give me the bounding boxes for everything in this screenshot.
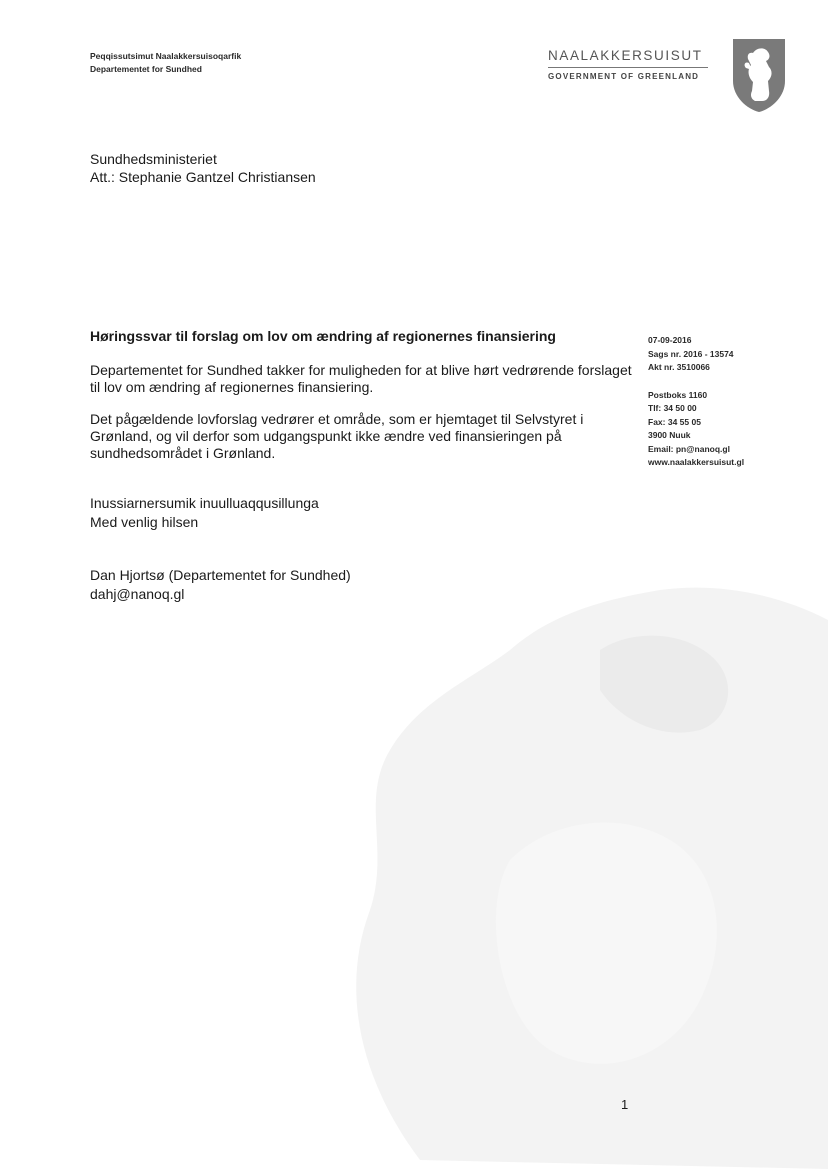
signer-name: Dan Hjortsø (Departementet for Sundhed) [90,567,351,583]
postbox: Postboks 1160 [648,389,708,400]
body-paragraph-2: Det pågældende lovforslag vedrører et område, som er hjemtaget til Selvstyret i Grønland, og vil derfor som udgangspunkt ikke ændre ved finansieringen på sundhedsområdet i Grønland. [90,411,584,461]
phone: Tlf: 34 50 00 [648,403,697,413]
government-logo-text [548,48,708,81]
letter-subject: Høringssvar til forslag om lov om ændring af regionernes finansiering [90,328,556,344]
recipient-attention: Att.: Stephanie Gantzel Christiansen [90,169,316,185]
sender-department: Departementet for Sundhed [90,64,202,74]
letter-date: 07-09-2016 [648,335,692,345]
sender-ministry: Peqqissutsimut Naalakkersuisoqarfik [90,51,242,61]
signer-email: dahj@nanoq.gl [90,586,185,602]
case-number: Sags nr. 2016 - 13574 [648,348,734,359]
recipient-name: Sundhedsministeriet [90,151,217,167]
reference-sidebar [648,334,744,470]
body-paragraph-1: Departementet for Sundhed takker for muligheden for at blive hørt vedrørende forslaget til lov om ændring af regionernes finansiering. [90,362,632,395]
closing-greenlandic: Inussiarnersumik inuulluaqqusillunga [90,495,319,511]
sidebar-spacer [648,375,744,389]
logo-subtitle: GOVERNMENT OF GREENLAND [548,72,700,81]
page-number: 1 [621,1097,629,1112]
recipient-block [90,150,316,186]
polar-bear-shield-icon [731,37,787,113]
logo-title: NAALAKKERSUISUT [548,48,703,63]
logo-divider [548,67,708,68]
signature-block [90,566,351,604]
fax: Fax: 34 55 05 [648,416,701,427]
closing-block [90,494,319,532]
sender-block [90,50,241,76]
polar-bear-watermark-icon [300,560,828,1169]
closing-danish: Med venlig hilsen [90,514,199,530]
city: 3900 Nuuk [648,430,691,440]
file-number: Akt nr. 3510066 [648,362,710,372]
contact-email: Email: pn@nanoq.gl [648,443,730,454]
website: www.naalakkersuisut.gl [648,457,745,467]
